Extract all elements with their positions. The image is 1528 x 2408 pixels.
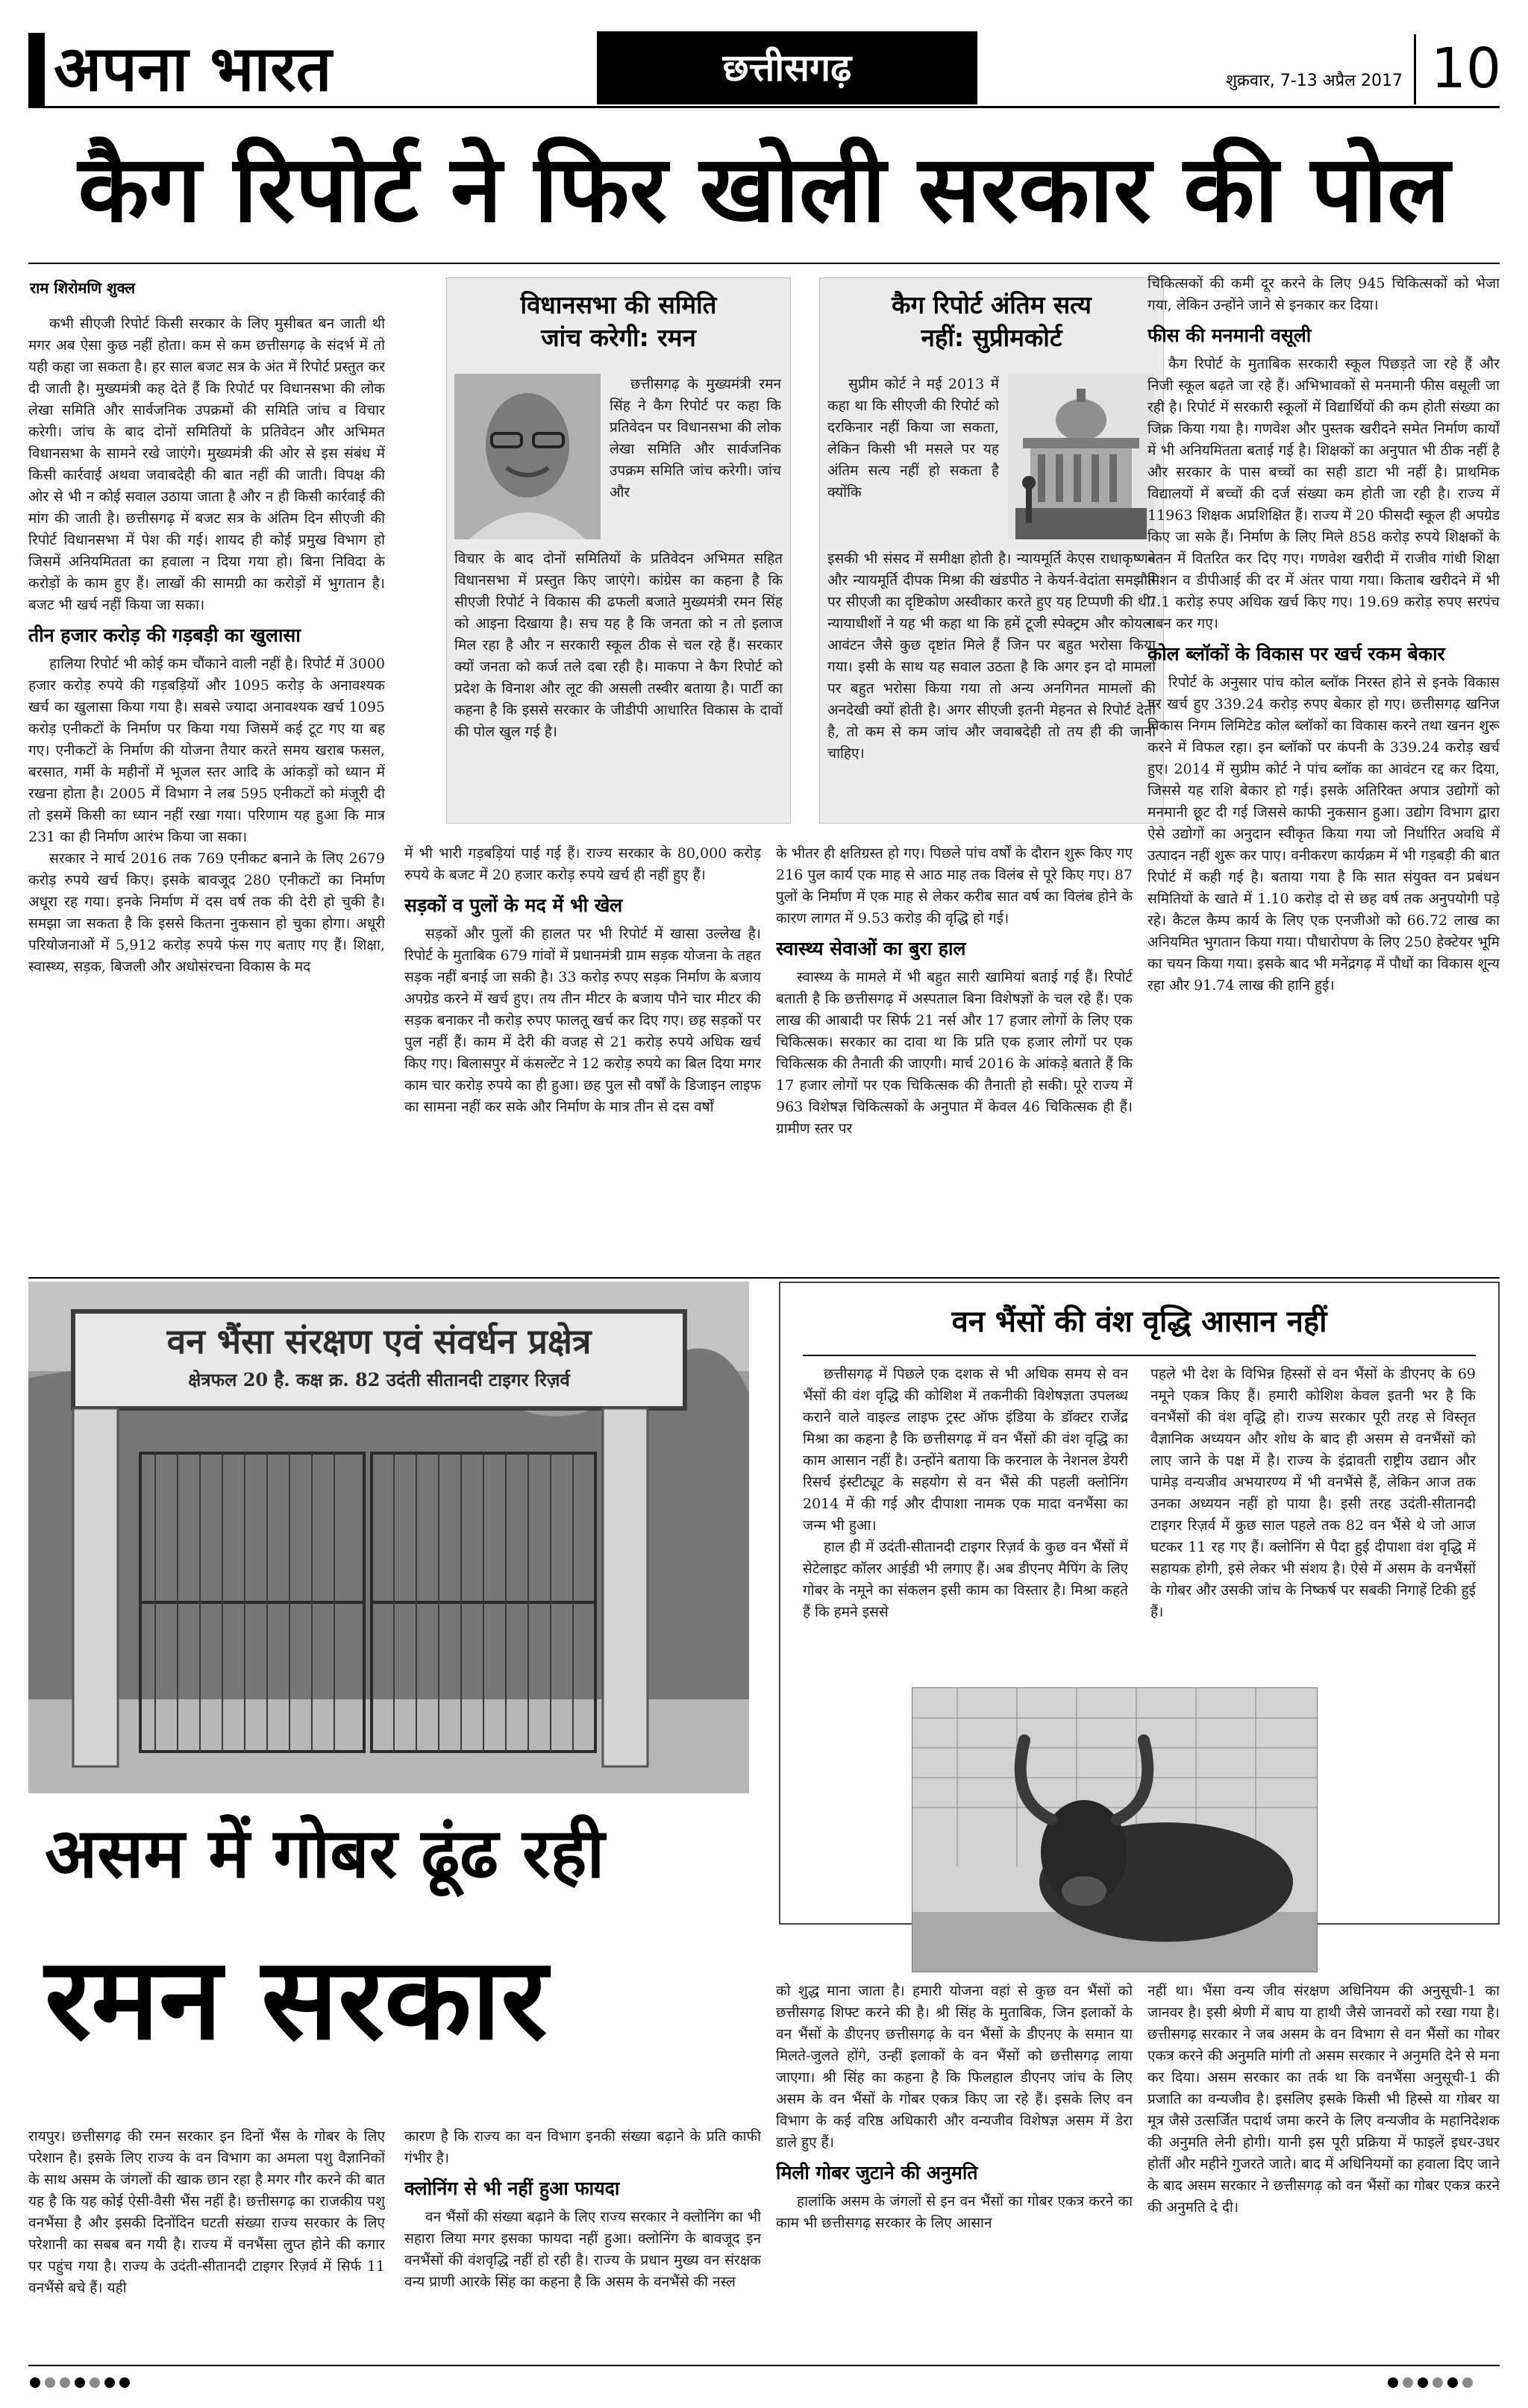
box-title-line1: कैग रिपोर्ट अंतिम सत्य xyxy=(892,290,1092,319)
buffalo-photo xyxy=(912,1687,1318,1972)
page-number: 10 xyxy=(1430,37,1502,101)
subheading-roads: सड़कों व पुलों के मद में भी खेल xyxy=(404,894,623,916)
raman-singh-photo xyxy=(454,374,601,539)
paragraph: के भीतर ही क्षतिग्रस्त हो गए। पिछले पांच वर्षों के दौरान शुरू किए गए 216 पुल कार्य एक माह से आठ माह तक विलंब से पूरे किए गए। 87 पुलों के निर्माण में एक माह से लेकर करीब सात वर्ष का विलंब होने के कारण लागत में 9.53 करोड़ की वृद्धि हो गई। xyxy=(776,845,1133,926)
paragraph: सरकार ने मार्च 2016 तक 769 एनीकट बनाने के लिए 2679 करोड़ रुपये खर्च किए। इसके बावजूद 280 एनीकटों का निर्माण अधूरा रह गया। इनके निर्माण में दस वर्ष तक की देरी हो चुकी है। समझा जा सकता है कि इससे कितना नुकसान हो चुका होगा। अधूरी परियोजनाओं में 5,912 करोड़ रुपये फंस गए बताए गए हैं। शिक्षा, स्वास्थ्य, सड़क, बिजली और अधोसंरचना विकास के मद xyxy=(28,850,385,975)
paragraph: हालांकि असम के जंगलों से इन वन भैंसों का गोबर एकत्र करने का काम भी छत्तीसगढ़ सरकार के लिए आसान xyxy=(776,2193,1133,2231)
section-label: छत्तीसगढ़ xyxy=(722,46,852,90)
sidebar-box-assembly xyxy=(446,278,791,824)
paragraph: रायपुर। छत्तीसगढ़ की रमन सरकार इन दिनों भैंस के गोबर के लिए परेशान है। इसके लिए राज्य के वन विभाग का अमला पशु वैज्ञानिकों के साथ असम के जंगलों की खाक छान रहा है मगर गौर करने की बात यह है कि यह कोई ऐसी-वैसी भैंस नहीं है। छत्तीसगढ़ का राजकीय पशु वनभैंसा है और इसकी दिनोंदिन घटती संख्या राज्य सरकार के लिए परेशानी का सबब बन गयी है। राज्य में वनभैंसा लुप्त होने की कगार पर पहुंच गया है। राज्य के उदंती-सीतानदी टाइगर रिज़र्व में सिर्फ 11 वनभैंसे बचे हैं। यही xyxy=(28,2128,385,2296)
bottom-column-2 xyxy=(404,2126,761,2350)
box2-text-full: इसकी भी संसद में समीक्षा होती है। न्यायमूर्ति केएस राधाकृष्णन और न्यायमूर्ति दीपक मिश्रा की खंडपीठ ने केयर्न-वेदांता समझौते पर सीएजी का दृष्टिकोण अस्वीकार करते हुए यह टिप्पणी की थी। न्यायाधीशों ने यह भी कहा था कि हमें टूजी स्पेक्ट्रम और कोयला आवंटन जैसे कुछ दृष्टांत मिले हैं जिन पर बहुत भरोसा किया गया। इसी के साथ यह सवाल उठता है कि अगर इन दो मामलों पर बहुत भरोसा किया गया तो अन्य अनगिनत मामलों की अनदेखी क्यों होती है। अगर सीएजी इतनी मेहनत से रिपोर्ट देती है, तो कम से कम जांच और जवाबदेही तो तय ही की जानी चाहिए। xyxy=(827,551,1156,762)
second-headline-line2: रमन सरकार xyxy=(45,1933,548,2065)
subheading-coal: कोल ब्लॉकों के विकास पर खर्च रकम बेकार xyxy=(1147,643,1445,665)
buffalo-column-right xyxy=(1150,1364,1476,1737)
gate-photo xyxy=(28,1282,749,1793)
paragraph: पहले भी देश के विभिन्न हिस्सों से वन भैंसों के डीएनए के 69 नमूने एकत्र किए हैं। हमारी कोशिश केवल इतनी भर है कि वनभैंसों की वंश वृद्धि हो। राज्य सरकार पूरी तरह से विस्तृत वैज्ञानिक अध्ययन और शोध के बाद ही असम से वनभैंसों को लाए जाने के पक्ष में है। राज्य के इंद्रावती राष्ट्रीय उद्यान और पामेड़ वन्यजीव अभयारण्य में भी वनभैंसे हैं, लेकिन आज तक उनका अध्ययन नहीं हो पाया है। इसी तरह उदंती-सीतानदी टाइगर रिज़र्व में कुछ साल पहले तक 82 वन भैंसे थे जो आज घटकर 11 रह गए हैं। क्लोनिंग से पैदा हुई दीपाशा वंश वृद्धि में सहायक होगी, इसे लेकर भी संशय है। ऐसे में असम के वनभैंसों के गोबर और उसकी जांच के निष्कर्ष पर सबकी निगाहें टिकी हुई हैं। xyxy=(1150,1366,1476,1620)
bottom-column-1 xyxy=(28,2126,385,2350)
paragraph: रिपोर्ट के अनुसार पांच कोल ब्लॉक निरस्त होने से इनके विकास पर खर्च हुए 339.24 करोड़ रुपए बेकार हो गए। छत्तीसगढ़ खनिज विकास निगम लिमिटेड कोल ब्लॉकों का विकास करने तथा खनन शुरू करने में विफल रहा। इन ब्लॉकों पर कंपनी के 339.24 करोड़ खर्च हुए। 2014 में सुप्रीम कोर्ट ने पांच ब्लॉक का आवंटन रद्द कर दिया, जिससे यह राशि बेकार हो गई। इसके अतिरिक्त अपात्र उद्योगों को मनमानी छूट दी गई जिससे काफी नुकसान हुआ। उद्योग विभाग द्वारा ऐसे उद्योगों का अनुदान स्वीकृत किया गया जो निर्धारित अवधि में उत्पादन नहीं शुरू कर पाए। वनीकरण कार्यक्रम में भी गड़बड़ी की बात रिपोर्ट में कही गई है। बताया गया है कि सात संयुक्त वन प्रबंधन समितियों के खाते में 1.10 करोड़ दो से छह वर्ष तक अनुपयोगी पड़े रहे। कैटल कैम्प कार्य के लिए एक एनजीओ को 66.72 लाख का अनियमित भुगतान किया गया। पौधारोपण के लिए 250 हेक्टेयर भूमि का चयन किया गया। इसके बाद भी मनेंद्रगढ़ में पौधों का विकास शून्य रहा और 91.74 लाख की हानि हुई। xyxy=(1147,674,1500,994)
paragraph: चिकित्सकों की कमी दूर करने के लिए 945 चिकित्सकों को भेजा गया, लेकिन उन्होंने जाने से इनकार कर दिया। xyxy=(1147,275,1500,313)
footer-rule xyxy=(28,2365,1500,2366)
byline: राम शिरोमणि शुक्ल xyxy=(30,279,136,297)
subheading-cloning: क्लोनिंग से भी नहीं हुआ फायदा xyxy=(404,2177,620,2199)
article-column-2 xyxy=(404,843,761,1268)
box-title-line1: विधानसभा की समिति xyxy=(520,290,717,319)
sidebar-box-supreme-court xyxy=(819,278,1164,824)
gate-sign-line1: वन भैंसा संरक्षण एवं संवर्धन प्रक्षेत्र xyxy=(166,1321,592,1361)
footer-dots-right xyxy=(1388,2377,1477,2391)
paragraph: कभी सीएजी रिपोर्ट किसी सरकार के लिए मुसीबत बन जाती थी मगर अब ऐसा कुछ नहीं होता। कम से कम छत्तीसगढ़ के संदर्भ में तो यही कहा जा सकता है। हर साल बजट सत्र के अंत में रिपोर्ट प्रस्तुत कर दी जाती है। मुख्यमंत्री कह देते हैं कि रिपोर्ट पर विधानसभा की लोक लेखा समिति और सार्वजनिक उपक्रमों की समिति जांच व विचार करेगी। जांच के बाद दोनों समितियों के प्रतिवेदन और अभिमत विधानसभा के सामने रखे जाएंगे। मुख्यमंत्री की ओर से इस संबंध में किसी कार्रवाई अथवा जवाबदेही की बात नहीं की जाती। विपक्ष की ओर से भी न कोई सवाल उठाया जाता है और न ही किसी कार्रवाई की मांग की जाती है। छत्तीसगढ़ में बजट सत्र के अंतिम दिन सीएजी की रिपोर्ट विधानसभा में पेश की गई। शायद ही कोई प्रमुख विभाग हो जिसमें अनियमितता का हवाला न दिया गया हो। बिना निविदा के करोड़ों के काम हुए हैं। लाखों की सामग्री का करोड़ों में भुगतान है। बजट भी खर्च नहीं किया जा सका। xyxy=(28,316,385,613)
article-column-1 xyxy=(28,313,385,1268)
box1-text-full: विचार के बाद दोनों समितियों के प्रतिवेदन अभिमत सहित विधानसभा में प्रस्तुत किए जाएंगे। कांग्रेस का कहना है कि सीएजी रिपोर्ट ने विकास की ढफली बजाते मुख्यमंत्री रमन सिंह को आइना दिखाया है। सच यह है कि जनता को न तो इलाज मिल रहा है और न सरकारी स्कूल ठीक से चल रहे हैं। सरकार क्यों जनता को कर्ज तले दबा रही है। माकपा ने कैग रिपोर्ट को प्रदेश के विनाश और लूट की असली तस्वीर बताया है। पार्टी का कहना है कि इससे सरकार के जीडीपी आधारित विकास के दावों की पोल खुल गई है। xyxy=(454,551,783,740)
box1-text-side: छत्तीसगढ़ के मुख्यमंत्री रमन सिंह ने कैग रिपोर्ट पर कहा कि प्रतिवेदन पर विधानसभा की लोक लेखा समिति और सार्वजनिक उपक्रम समिति जांच करेगी। जांच और xyxy=(610,376,781,501)
buffalo-title-rule xyxy=(803,1355,1476,1356)
section-divider xyxy=(28,1277,1500,1279)
subheading-scam: तीन हजार करोड़ की गड़बड़ी का खुलासा xyxy=(28,624,301,646)
paragraph: नहीं था। भैंसा वन्य जीव संरक्षण अधिनियम की अनुसूची-1 का जानवर है। इसी श्रेणी में बाघ या हाथी जैसे जानवरों को रखा गया है। छत्तीसगढ़ सरकार ने जब असम के वन विभाग से वन भैंसों का गोबर एकत्र करने की अनुमति मांगी तो असम सरकार ने अनुमति देने से मना कर दिया। असम सरकार का तर्क था कि वनभैंसा अनुसूची-1 की प्रजाति का वन्यजीव है। इसलिए इसके किसी भी हिस्से या गोबर या मूत्र जैसे उत्सर्जित पदार्थ जमा करने के लिए वन्यजीव के महानिदेशक की अनुमति लेनी होगी। यानी इस पूरी प्रक्रिया में फाइलें इधर-उधर होतीं और महीने गुजरते जाते। बाद में अधिनियमों का हवाला दिए जाने के बाद असम सरकार ने छत्तीसगढ़ को वन भैंसों का गोबर एकत्र करने की अनुमति दे दी। xyxy=(1147,1983,1500,2216)
bottom-column-4 xyxy=(1147,1981,1500,2350)
buffalo-column-left xyxy=(803,1364,1128,1737)
paragraph: सड़कों और पुलों की हालत पर भी रिपोर्ट में खासा उल्लेख है। रिपोर्ट के मुताबिक 679 गांवों में प्रधानमंत्री ग्राम सड़क योजना के तहत सड़क नहीं बनाई जा सकी है। 33 करोड़ रुपए सड़क निर्माण के बजाय अपग्रेड करने में खर्च हुए। तय तीन मीटर के बजाय पौने चार मीटर की सड़क बनाकर नौ करोड़ रुपए फालतू खर्च कर दिए गए। छह सड़कों पर पुल नहीं हैं। काम में देरी की वजह से 21 करोड़ रुपये अधिक खर्च किए गए। बिलासपुर में कंसल्टेंट ने 12 करोड़ रुपये का बिल दिया मगर काम चार करोड़ रुपये का ही हुआ। छह पुल सौ वर्षों के डिजाइन लाइफ का सामना नहीं कर सके और निर्माण के मात्र तीन से दस वर्षों xyxy=(404,926,761,1115)
paragraph: को शुद्ध माना जाता है। हमारी योजना वहां से कुछ वन भैंसों को छत्तीसगढ़ शिफ्ट करने की है। श्री सिंह के मुताबिक, जिन इलाकों के वन भैंसों के डीएनए छत्तीसगढ़ के वन भैंसों के डीएनए के समान या मिलते-जुलते होंगे, उन्हीं इलाकों के वन भैंसों को छत्तीसगढ़ लाया जाएगा। श्री सिंह का कहना है कि फिलहाल डीएनए जांच के लिए असम के वन भैंसों के गोबर एकत्र किए जा रहे हैं। इसके लिए वन विभाग के कई वरिष्ठ अधिकारी और वन्यजीव विशेषज्ञ असम में डेरा डाले हुए हैं। xyxy=(776,1983,1133,2151)
footer-dots-left xyxy=(30,2377,134,2391)
gate-sign-line2: क्षेत्रफल 20 है. कक्ष क्र. 82 उदंती सीतानदी टाइगर रिज़र्व xyxy=(188,1369,570,1390)
paragraph: हालिया रिपोर्ट भी कोई कम चौंकाने वाली नहीं है। रिपोर्ट में 3000 हजार करोड़ रुपये की गड़बड़ियों और 1095 करोड़ के अनावश्यक खर्च का खुलासा किया गया है। सबसे ज्यादा अनावश्यक खर्च 1095 करोड़ एनीकटों के निर्माण पर किया गया जिसमें कई टूट गए या बह गए। एनीकटों के निर्माण की योजना तैयार करते समय खराब फसल, बरसात, गर्मी के महीनों में भूजल स्तर आदि के आंकड़ों को ध्यान में रखना होता है। 2005 में विभाग ने लब 595 एनीकटों को मंजूरी दी तो इसमें किसी का ध्यान नहीं रखा गया। परिणाम यह हुआ कि मात्र 231 का ही निर्माण आरंभ किया जा सका। xyxy=(28,656,385,845)
paragraph: में भी भारी गड़बड़ियां पाई गई हैं। राज्य सरकार के 80,000 करोड़ रुपये के बजट में 20 हजार करोड़ रुपये खर्च ही नहीं हुए हैं। xyxy=(404,845,761,883)
article-column-4 xyxy=(1147,273,1500,1268)
section-tab xyxy=(597,31,977,104)
article-column-3 xyxy=(776,843,1133,1268)
buffalo-box-title: वन भैंसों की वंश वृद्धि आसान नहीं xyxy=(951,1305,1327,1339)
box2-text-side: सुप्रीम कोर्ट ने मई 2013 में कहा था कि सीएजी की रिपोर्ट को दरकिनार नहीं किया जा सकता, लेकिन किसी भी मसले पर यह अंतिम सत्य नहीं हो सकता है क्योंकि xyxy=(827,376,999,501)
subheading-permission: मिली गोबर जुटाने की अनुमति xyxy=(776,2162,978,2183)
paragraph: स्वास्थ्य के मामले में भी बहुत सारी खामियां बताई गई हैं। रिपोर्ट बताती है कि छत्तीसगढ़ में अस्पताल बिना विशेषज्ञों के चल रहे हैं। एक लाख की आबादी पर सिर्फ 21 नर्स और 17 हजार लोगों के लिए एक चिकित्सक। सरकार का दावा था कि प्रति एक हजार लोगों पर एक चिकित्सक की तैनाती की जाएगी। मार्च 2016 के आंकड़े बताते हैं कि 17 हजार लोगों पर एक चिकित्सक की तैनाती हो सकी। पूरे राज्य में 963 विशेषज्ञ चिकित्सकों के अनुपात में केवल 46 चिकित्सक ही हैं। ग्रामीण स्तर पर xyxy=(776,969,1133,1137)
logo: अपना भारत xyxy=(54,31,332,105)
issue-date: शुक्रवार, 7-13 अप्रैल 2017 xyxy=(1226,72,1403,90)
subheading-fees: फीस की मनमानी वसूली xyxy=(1147,324,1312,346)
box-title-line2: जांच करेगी: रमन xyxy=(541,323,696,352)
masthead-rule xyxy=(28,106,1500,108)
logo-block xyxy=(28,33,45,106)
headline-rule xyxy=(28,263,1500,264)
subheading-health: स्वास्थ्य सेवाओं का बुरा हाल xyxy=(776,938,966,959)
date-divider xyxy=(1414,34,1416,104)
main-headline: कैग रिपोर्ट ने फिर खोली सरकार की पोल xyxy=(78,136,1450,243)
supreme-court-photo xyxy=(1008,374,1154,539)
bottom-column-3 xyxy=(776,1981,1133,2350)
second-headline-line1: असम में गोबर ढूंढ रही xyxy=(45,1813,605,1893)
paragraph: वन भैंसों की संख्या बढ़ाने के लिए राज्य सरकार ने क्लोनिंग का भी सहारा लिया मगर इसका फायदा नहीं हुआ। क्लोनिंग के बावजूद इन वनभैंसों की वंशवृद्धि नहीं हो रही है। राज्य के प्रधान मुख्य वन संरक्षक वन्य प्राणी आरके सिंह का कहना है कि असम के वनभैंसे की नस्ल xyxy=(404,2209,761,2290)
masthead xyxy=(0,0,1528,112)
paragraph: कारण है कि राज्य का वन विभाग इनकी संख्या बढ़ाने के प्रति काफी गंभीर है। xyxy=(404,2128,761,2166)
paragraph: कैग रिपोर्ट के मुताबिक सरकारी स्कूल पिछड़ते जा रहे हैं और निजी स्कूल बढ़ते जा रहे हैं। अभिभावकों से मनमानी फीस वसूली जा रही है। रिपोर्ट में सरकारी स्कूलों में विद्यार्थियों की कम होती संख्या का जिक्र किया गया है। गणवेश और पुस्तक खरीदने समेत निर्माण कार्यों में भी अनियमितता बताई गई है। शिक्षकों का अनुपात भी ठीक नहीं है और सरकार के पास बच्चों का सही डाटा भी नहीं है। प्राथमिक विद्यालयों में बच्चों की दर्ज संख्या कम होती जा रही है। राज्य में 11963 शिक्षक अप्रशिक्षित हैं। राज्य में 20 फीसदी स्कूल ही अपग्रेड किए जा सके हैं। निर्माण के लिए मिले 858 करोड़ रुपये शिक्षकों के वेतन में वितरित कर दिए गए। गणवेश खरीदी में राजीव गांधी शिक्षा मिशन व डीपीआई की दर में अंतर पाया गया। किताब खरीदने में भी 7.1 करोड़ रुपए अधिक खर्च किए गए। 19.69 करोड़ रुपए सरपंच गबन कर गए। xyxy=(1147,356,1500,632)
paragraph: हाल ही में उदंती-सीतानदी टाइगर रिज़र्व के कुछ वन भैंसों में सेटेलाइट कॉलर आईडी भी लगाए हैं। अब डीएनए मैपिंग के लिए गोबर के नमूने का संकलन इसी काम का विस्तार है। मिश्रा कहते हैं कि हमने इससे xyxy=(803,1539,1128,1620)
paragraph: छत्तीसगढ़ में पिछले एक दशक से भी अधिक समय से वन भैंसों की वंश वृद्धि की कोशिश में तकनीकी विशेषज्ञता उपलब्ध कराने वाले वाइल्ड लाइफ ट्रस्ट ऑफ इंडिया के डॉक्टर राजेंद्र मिश्रा का कहना है कि छत्तीसगढ़ में वन भैंसों की वंश वृद्धि का काम आसान नहीं है। उन्होंने बताया कि करनाल के नेशनल डेयरी रिसर्च इंस्टीट्यूट के सहयोग से वन भैंसे की पहली क्लोनिंग 2014 में की गई और दीपाशा नामक एक मादा वनभैंसा का जन्म भी हुआ। xyxy=(803,1366,1128,1534)
box-title-line2: नहीं: सुप्रीमकोर्ट xyxy=(921,323,1062,352)
